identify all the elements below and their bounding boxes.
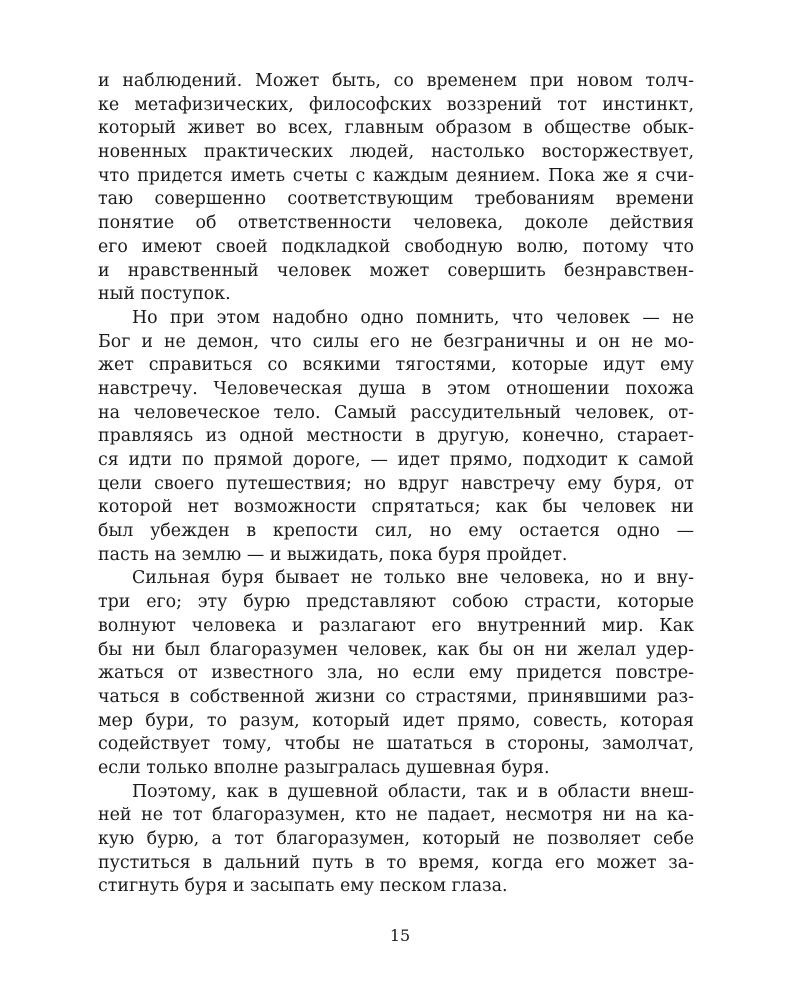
paragraph — [98, 781, 694, 899]
text-line: ся идти по прямой дороге, — идет прямо, подходит к самой — [98, 450, 694, 470]
text-line: что придется иметь счеты с каждым деянием. Пока же я счи- — [98, 165, 694, 186]
page-body — [98, 70, 694, 899]
text-line: три его; эту бурю представляют собою страсти, которые — [98, 592, 694, 613]
text-line: и наблюдений. Может быть, со временем при новом толч- — [98, 71, 694, 91]
text-line: содействует тому, чтобы не шататься в стороны, замолчат, — [98, 734, 694, 755]
text-line: пуститься в дальний путь в то время, когда его может за- — [98, 852, 694, 873]
text-line: понятие об ответственности человека, доколе действия — [98, 213, 694, 234]
text-line: волнуют человека и разлагают его внутренний мир. Как — [98, 615, 694, 636]
paragraph — [98, 307, 694, 568]
text-line: навстречу. Человеческая душа в этом отношении похожа — [98, 378, 694, 399]
text-line: Поэтому, как в душевной области, так и в области внеш- — [132, 781, 694, 802]
paragraph — [98, 567, 694, 780]
text-line: бы ни был благоразумен человек, как бы он ни желал удер- — [98, 639, 694, 660]
text-line: его имеют своей подкладкой свободную волю, потому что — [98, 236, 694, 257]
text-line: Сильная буря бывает не только вне человека, но и вну- — [132, 568, 694, 589]
text-line: кую бурю, а тот благоразумен, который не позволяет себе — [98, 829, 694, 849]
text-line: которой нет возможности спрятаться; как бы человек ни — [98, 497, 694, 518]
page-number: 15 — [389, 926, 411, 945]
text-line: Но при этом надобно одно помнить, что человек — не — [132, 307, 694, 328]
text-line: если только вполне разыгралась душевная буря. — [98, 757, 550, 778]
text-line: ный поступок. — [98, 284, 231, 305]
text-line: жет справиться со всякими тягостями, которые идут ему — [98, 355, 694, 376]
text-line: Бог и не демон, что силы его не безграничны и он не мо- — [98, 331, 694, 352]
text-line: таю совершенно соответствующим требованиям времени — [98, 189, 694, 210]
text-line: ке метафизических, философских воззрений тот инстинкт, — [98, 94, 694, 115]
text-line: на человеческое тело. Самый рассудительный человек, от- — [98, 402, 694, 423]
text-line: новенных практических людей, настолько восторжествует, — [98, 142, 694, 163]
text-line: стигнуть буря и засыпать ему песком глаза. — [98, 876, 508, 897]
text-line: цели своего путешествия; но вдруг навстречу ему буря, от — [98, 473, 694, 494]
text-line: был убежден в крепости сил, но ему остается одно — — [98, 521, 694, 542]
text-line: и нравственный человек может совершить безнравствен- — [98, 260, 694, 281]
text-line: правляясь из одной местности в другую, конечно, старает- — [98, 426, 694, 447]
text-line: мер бури, то разум, который идет прямо, совесть, которая — [98, 710, 694, 731]
text-line: который живет во всех, главным образом в обществе обык- — [98, 118, 694, 139]
text-line: пасть на землю — и выжидать, пока буря пройдет. — [98, 544, 568, 565]
paragraph — [98, 70, 694, 307]
text-line: ней не тот благоразумен, кто не падает, несмотря ни на ка- — [98, 805, 694, 826]
text-line: жаться от известного зла, но если ему придется повстре- — [98, 663, 694, 684]
text-line: чаться в собственной жизни со страстями, принявшими раз- — [98, 686, 694, 707]
